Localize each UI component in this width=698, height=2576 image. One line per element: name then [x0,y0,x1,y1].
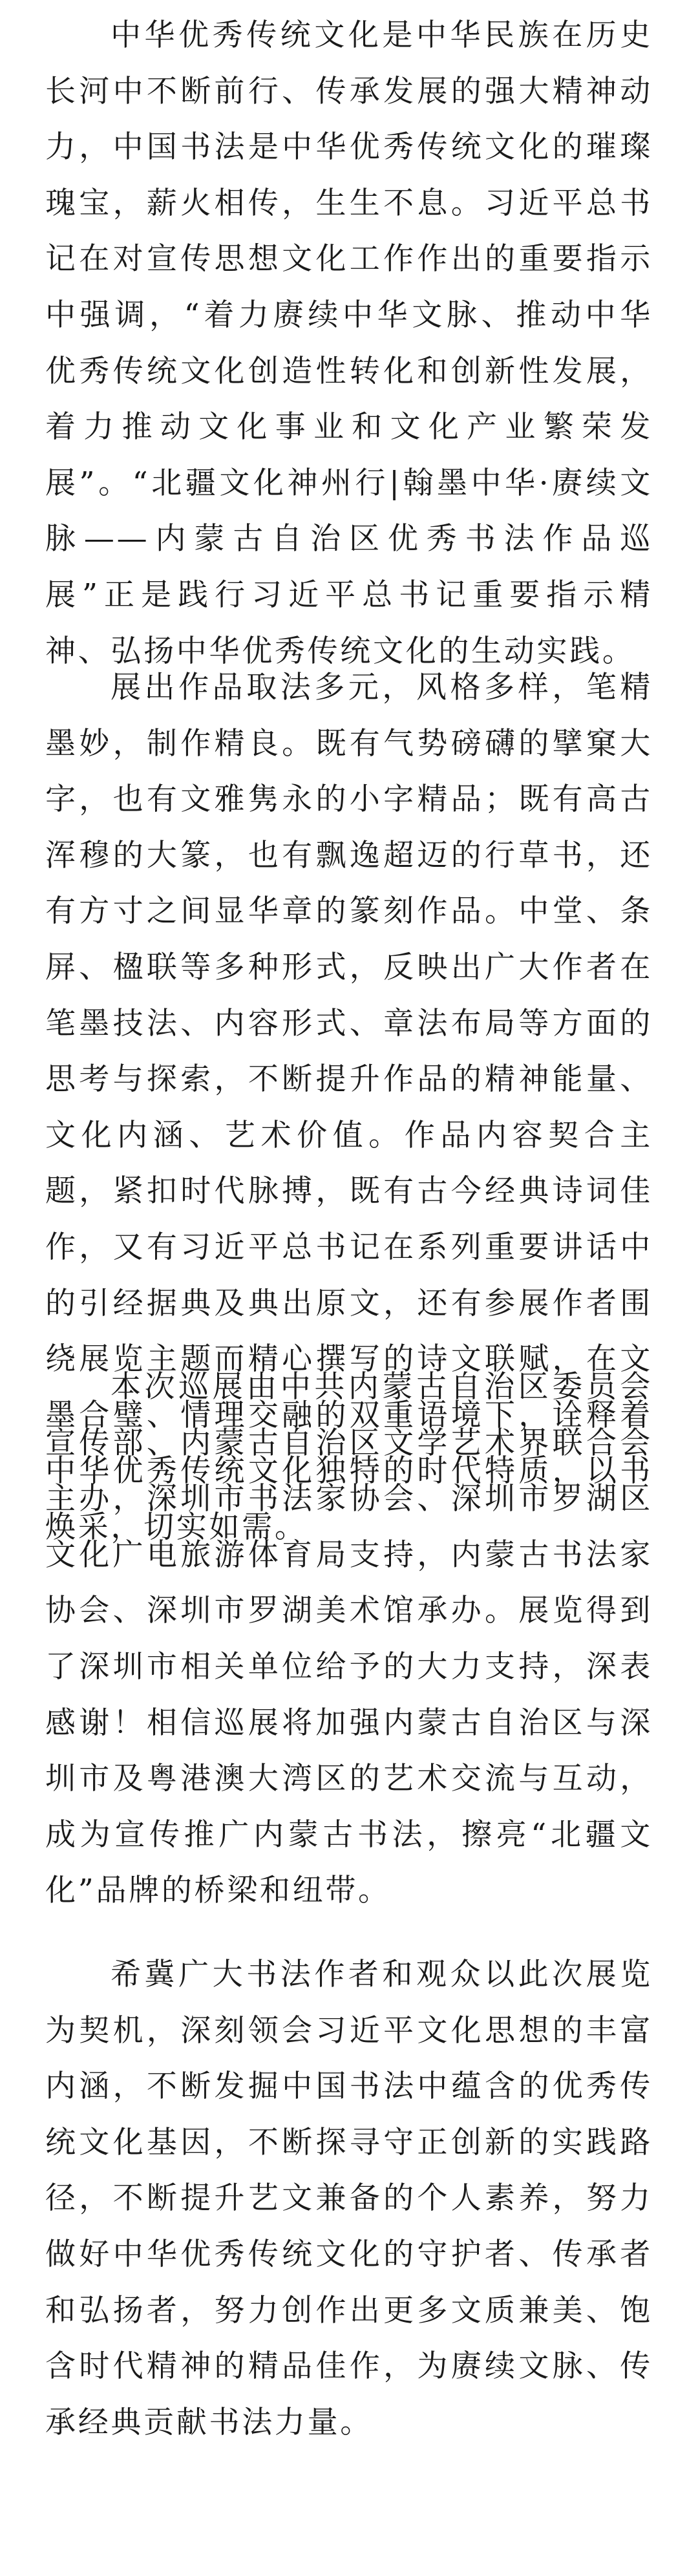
body-paragraph-3: 本次巡展由中共内蒙古自治区委员会宣传部、内蒙古自治区文学艺术界联合会主办，深圳市书法家协会、深圳市罗湖区文化广电旅游体育局支持，内蒙古书法家协会、深圳市罗湖美术馆承办。展览得到了深圳市相关单位给予的大力支持，深表感谢！相信巡展将加强内蒙古自治区与深圳市及粤港澳大湾区的艺术交流与互动，成为宣传推广内蒙古书法，擦亮“北疆文化”品牌的桥梁和纽带。 [45,1369,653,1909]
body-paragraph-4: 希冀广大书法作者和观众以此次展览为契机，深刻领会习近平文化思想的丰富内涵，不断发掘中国书法中蕴含的优秀传统文化基因，不断探寻守正创新的实践路径，不断提升艺文兼备的个人素养，努力做好中华优秀传统文化的守护者、传承者和弘扬者，努力创作出更多文质兼美、饱含时代精神的精品佳作，为赓续文脉、传承经典贡献书法力量。 [45,1957,653,2440]
body-paragraph-2: 展出作品取法多元，风格多样，笔精墨妙，制作精良。既有气势磅礴的擘窠大字，也有文雅隽永的小字精品；既有高古浑穆的大篆，也有飘逸超迈的行草书，还有方寸之间显华章的篆刻作品。中堂、条屏、楹联等多种形式，反映出广大作者在笔墨技法、内容形式、章法布局等方面的思考与探索，不断提升作品的精神能量、文化内涵、艺术价值。作品内容契合主题，紧扣时代脉搏，既有古今经典诗词佳作，又有习近平总书记在系列重要讲话中的引经据典及典出原文，还有参展作者围绕展览主题而精心撰写的诗文联赋，在文墨合璧、情理交融的双重语境下，诠释着中华优秀传统文化独特的时代特质，以书焕采，切实如需。 [45,670,653,1545]
body-paragraph-1: 中华优秀传统文化是中华民族在历史长河中不断前行、传承发展的强大精神动力，中国书法是中华优秀传统文化的璀璨瑰宝，薪火相传，生生不息。习近平总书记在对宣传思想文化工作作出的重要指示中强调，“着力赓续中华文脉、推动中华优秀传统文化创造性转化和创新性发展，着力推动文化事业和文化产业繁荣发展”。“北疆文化神州行|翰墨中华·赓续文脉——内蒙古自治区优秀书法作品巡展”正是践行习近平总书记重要指示精神、弘扬中华优秀传统文化的生动实践。 [45,17,653,669]
